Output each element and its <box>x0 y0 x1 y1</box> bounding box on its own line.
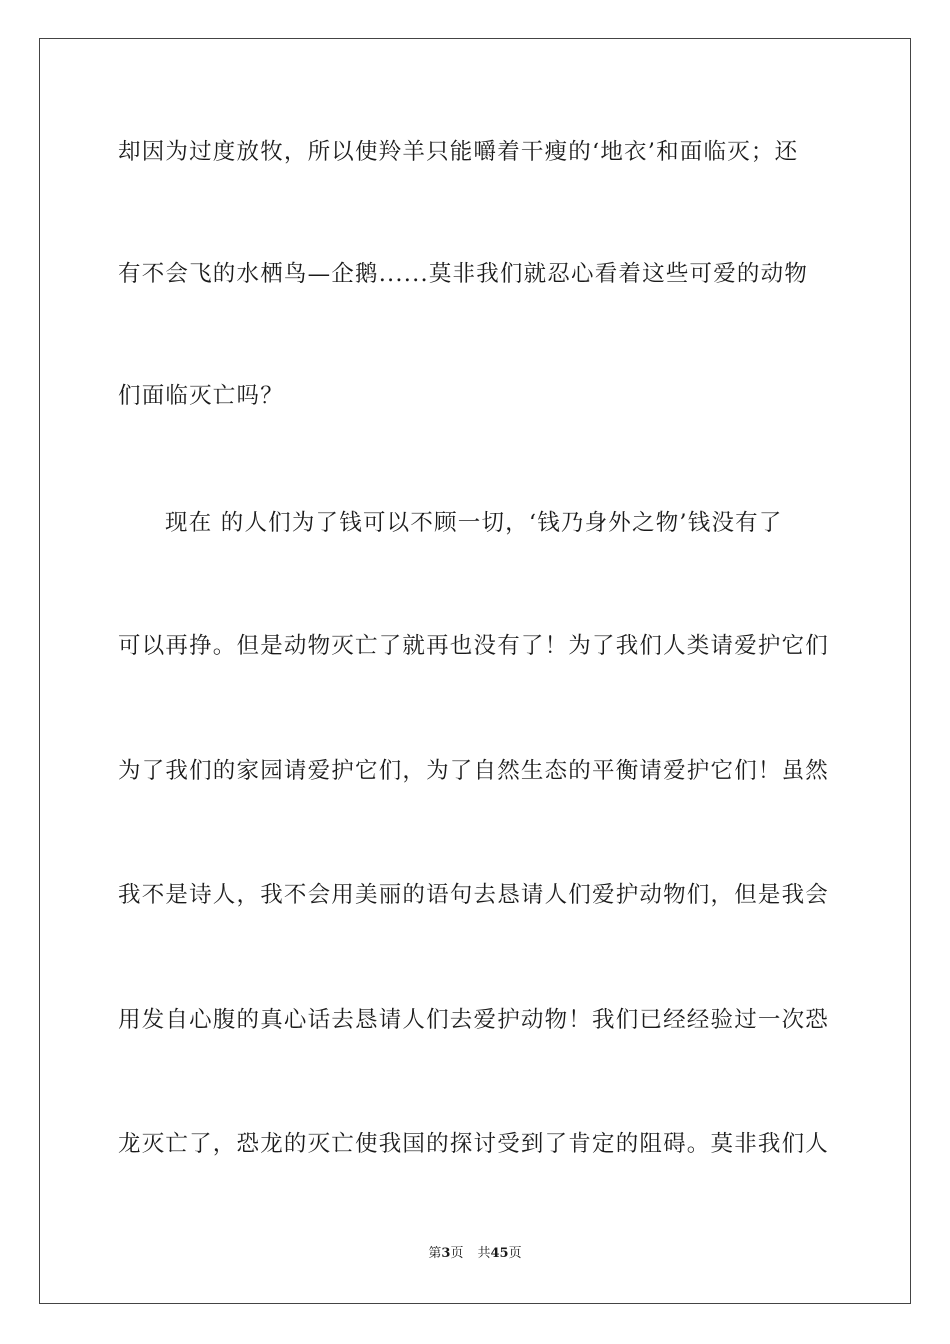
body-text-line: 用发自心腹的真心话去恳请人们去爱护动物！我们已经经验过一次恐 <box>118 1007 830 1033</box>
total-label-prefix: 共 <box>477 1246 491 1261</box>
page-label-suffix: 页 <box>450 1246 464 1261</box>
body-text-line: 为了我们的家园请爱护它们，为了自然生态的平衡请爱护它们！虽然 <box>118 758 830 784</box>
page-number: 3 <box>441 1246 451 1261</box>
page-border <box>39 38 911 1304</box>
total-pages: 45 <box>490 1246 509 1261</box>
body-text-line: 们面临灭亡吗？ <box>118 383 284 409</box>
body-text-line: 有不会飞的水栖鸟—企鹅......莫非我们就忍心看着这些可爱的动物 <box>118 261 809 287</box>
page-label-prefix: 第 <box>428 1246 442 1261</box>
paragraph-first-line: 现在 的人们为了钱可以不顾一切，‘钱乃身外之物’钱没有了 <box>165 510 783 536</box>
body-text-line: 却因为过度放牧，所以使羚羊只能嚼着干瘦的‘地衣’和面临灭；还 <box>118 139 799 165</box>
body-text-line: 龙灭亡了，恐龙的灭亡使我国的探讨受到了肯定的阻碍。莫非我们人 <box>118 1131 830 1157</box>
page-footer <box>0 1244 950 1264</box>
body-text-line: 可以再挣。但是动物灭亡了就再也没有了！为了我们人类请爱护它们 <box>118 633 830 659</box>
total-label-suffix: 页 <box>508 1246 522 1261</box>
body-text-line: 我不是诗人，我不会用美丽的语句去恳请人们爱护动物们，但是我会 <box>118 882 830 908</box>
